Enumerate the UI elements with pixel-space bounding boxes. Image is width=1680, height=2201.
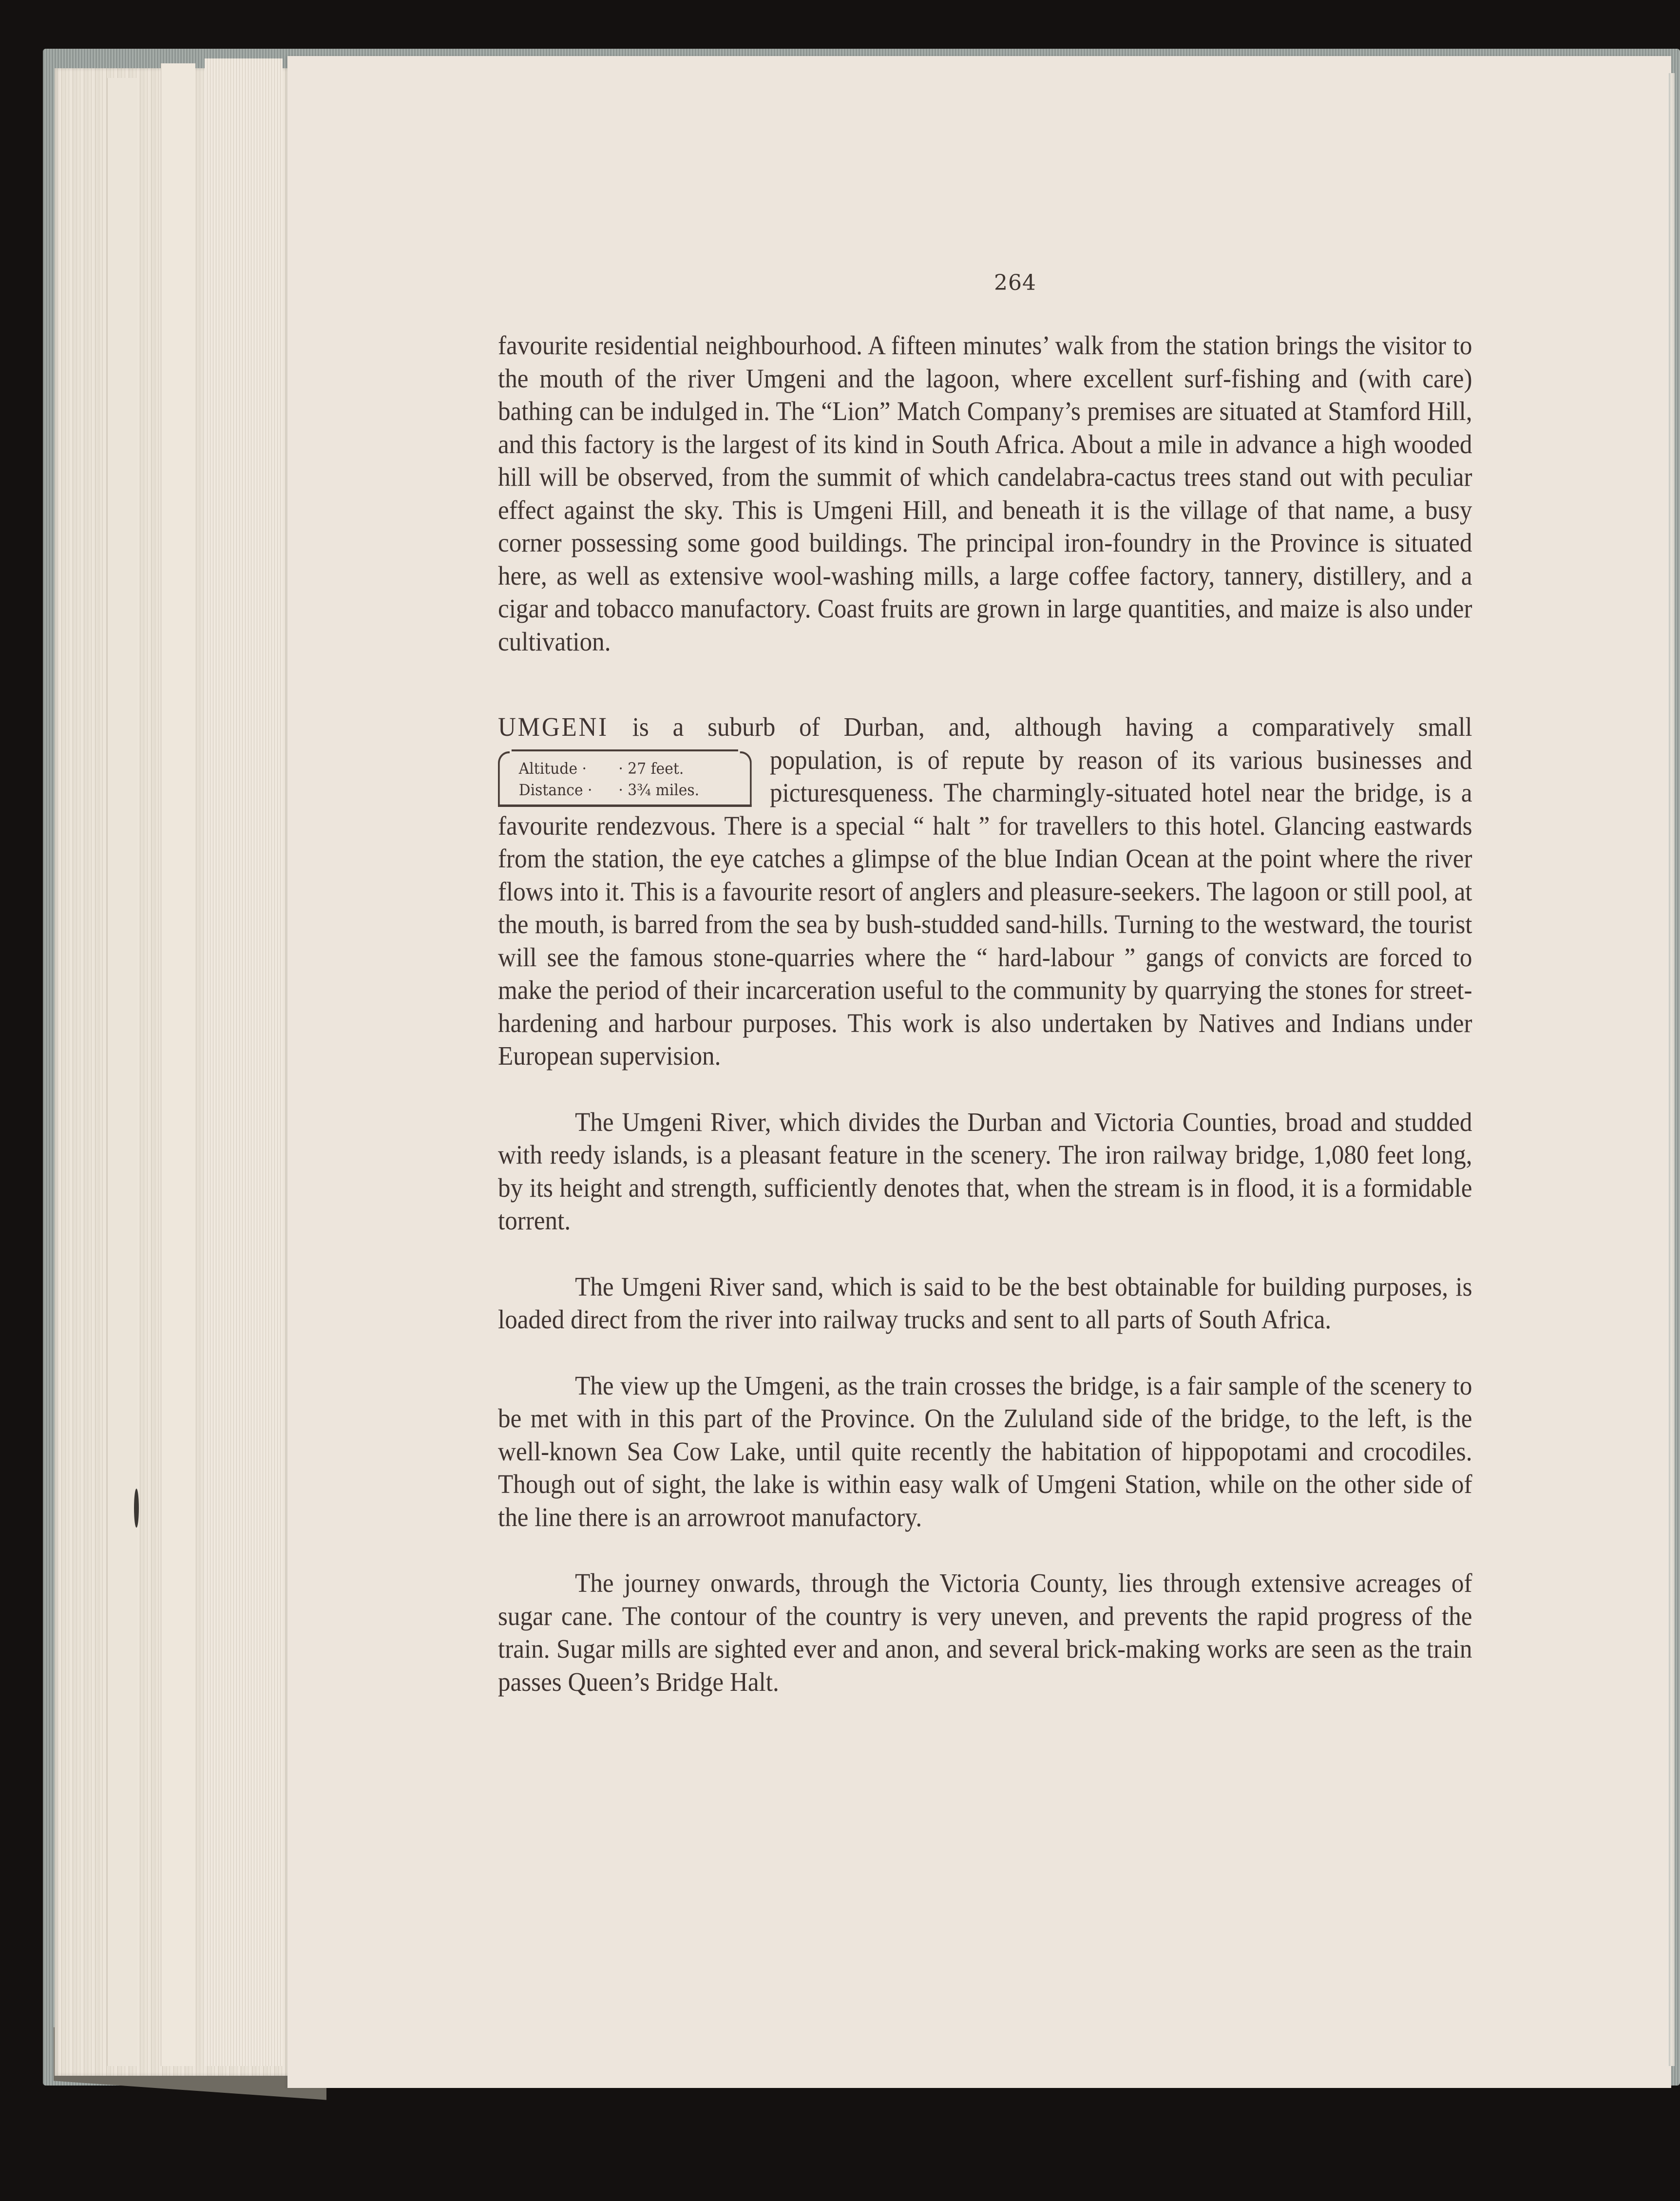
box-top-rule bbox=[512, 749, 738, 751]
umgeni-heading: UMGENI bbox=[498, 712, 609, 742]
altitude-row bbox=[519, 757, 743, 780]
section-gap bbox=[498, 1533, 1472, 1567]
section-gap bbox=[498, 1237, 1472, 1270]
altitude-value: · 27 feet. bbox=[618, 759, 684, 778]
umgeni-section bbox=[498, 710, 1472, 1072]
section-gap bbox=[498, 1072, 1472, 1106]
paragraph-umgeni-first-line bbox=[498, 710, 1472, 744]
paragraph-umgeni-river: The Umgeni River, which divides the Durban and Victoria Counties, broad and studded with reedy islands, is a pleasant feature in the scenery. The iron railway bridge, 1,080 feet long, by its height and strength, sufficiently denotes that, when the stream is in flood, it is a formidable torrent. bbox=[498, 1107, 1472, 1235]
distance-value: · 3¾ miles. bbox=[618, 780, 700, 799]
section-gap bbox=[498, 1336, 1472, 1369]
page-body bbox=[498, 329, 1472, 1698]
page-stack-step bbox=[161, 63, 195, 2066]
paragraph-umgeni: population, is of repute by reason of its various businesses and picturesqueness. The charmingly-situated hotel near the bridge, is a favourite rendezvous. There is a special “ halt ” for travellers to this hotel. Glancing eastwards from the station, the eye catches a glimpse of the blue Indian Ocean at the point where the river flows into it. This is a favourite resort of anglers and pleasure-seekers. The lagoon or still pool, at the mouth, is barred from the sea by bush-studded sand-hills. Turning to the westward, the tourist will see the famous stone-quarries where the “ hard-labour ” gangs of convicts are forced to make the period of their incarceration useful to the community by quarrying the stones for street-hardening and harbour purposes. This work is also undertaken by Natives and Indians under European supervision. bbox=[498, 745, 1472, 1071]
station-info-box bbox=[498, 749, 752, 807]
distance-row bbox=[519, 779, 743, 801]
page-stack-step bbox=[205, 58, 283, 2066]
paragraph-journey: The journey onwards, through the Victoria County, lies through extensive acreages of sugar cane. The contour of the country is very uneven, and prevents the rapid progress of the train. Sugar mills are sighted ever and anon, and several brick-making works are seen as the train passes Queen’s Bridge Halt. bbox=[498, 1568, 1472, 1697]
paragraph-neighbourhood: favourite residential neighbourhood. A fifteen minutes’ walk from the station brings the visitor to the mouth of the river Umgeni and the lagoon, where excellent surf-fishing and (with care) bathing can be indulged in. The “Lion” Match Company’s premises are situated at Stamford Hill, and this factory is the largest of its kind in South Africa. About a mile in advance a high wooded hill will be observed, from the summit of which candelabra-cactus trees stand out with peculiar effect against the sky. This is Umgeni Hill, and beneath it is the village of that name, a busy corner possessing some good buildings. The principal iron-foundry in the Province is situated here, as well as extensive wool-washing mills, a large coffee factory, tannery, distillery, and a cigar and tobacco manufactory. Coast fruits are grown in large quantities, and maize is also under cultivation. bbox=[498, 330, 1472, 656]
page-edge-mark bbox=[134, 1489, 139, 1528]
altitude-label: Altitude · bbox=[518, 759, 587, 778]
page-stack-step bbox=[107, 78, 137, 2066]
section-gap bbox=[498, 658, 1472, 710]
umgeni-first-line-text: is a suburb of Durban, and, although having a comparatively small bbox=[608, 712, 1472, 742]
page-right-edge bbox=[1669, 73, 1675, 2066]
paragraph-river-sand: The Umgeni River sand, which is said to be the best obtainable for building purposes, is loaded direct from the river into railway trucks and sent to all parts of South Africa. bbox=[498, 1271, 1472, 1334]
box-left-brace bbox=[498, 751, 510, 805]
box-bottom-rule bbox=[498, 804, 752, 807]
page-number: 264 bbox=[994, 270, 1036, 295]
distance-label: Distance · bbox=[518, 780, 592, 799]
paragraph-view: The view up the Umgeni, as the train crosses the bridge, is a fair sample of the scenery to be met with in this part of the Province. On the Zululand side of the bridge, to the left, is the well-known Sea Cow Lake, until quite recently the habitation of hippopotami and crocodiles. Though out of sight, the lake is within easy walk of Umgeni Station, while on the other side of the line there is an arrowroot manufactory. bbox=[498, 1370, 1472, 1532]
